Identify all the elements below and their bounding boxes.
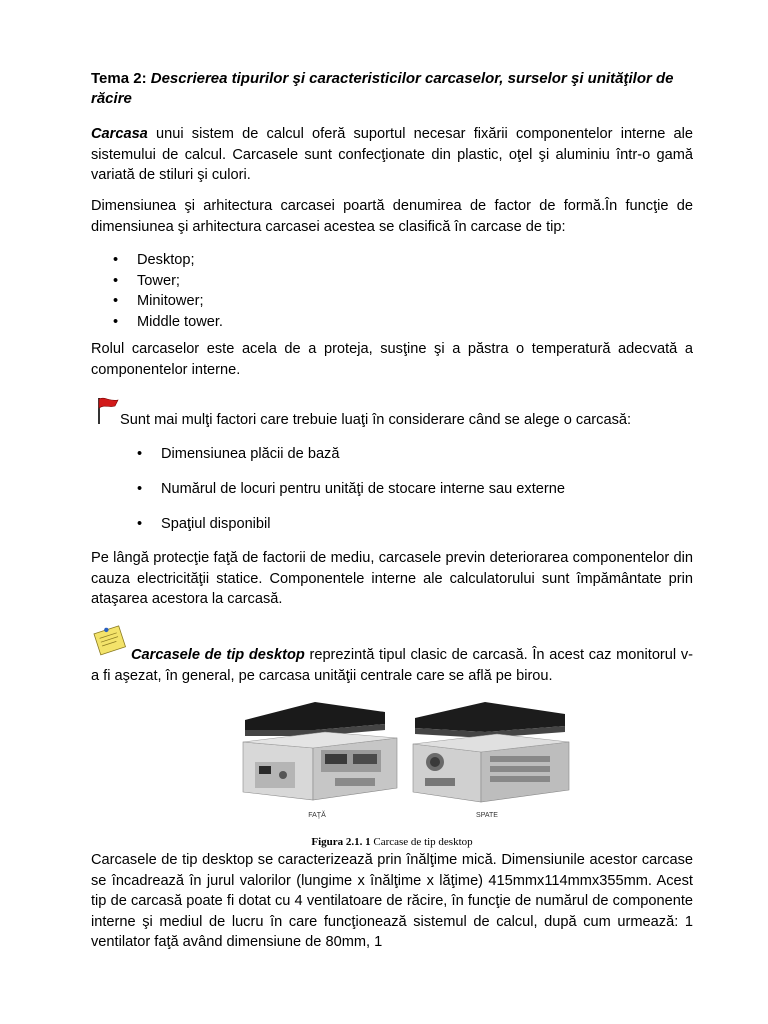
caption-text: Carcase de tip desktop: [370, 836, 473, 848]
intro-paragraph: [91, 124, 693, 186]
back-case-image: [413, 702, 569, 802]
list-item: • Numărul de locuri pentru unităţi de stocare interne sau externe: [91, 479, 565, 514]
desktop-details-paragraph: Carcasele de tip desktop se caracterizează prin înălţime mică. Dimensiunile acestor carcase se încadrează în jurul valorilor (lungime x înălţime x lăţime) 415mmx114mmx355mm. Acest tip de carcasă poate fi dotat cu 4 ventilatoare de răcire, în funcţie de numărul de componente interne şi mediul de lucru în care funcţionează sistemul de calcul, după cum urmează: 1 ventilator faţă având dimensiune de 80mm, 1: [91, 852, 693, 950]
front-case-image: [243, 702, 397, 800]
page-title: [91, 69, 693, 109]
protection-paragraph: Pe lângă protecţie faţă de factorii de mediu, carcasele previn deteriorarea componentelor din cauza electricităţii statice. Componentele interne ale calculatorului sunt împământate prin ataşarea acestora la carcasă.: [91, 550, 693, 607]
factors-list: [91, 444, 565, 549]
desktop-text: reprezintă tipul clasic de carcasă. În acest caz monitorul v-a fi aşezat, în general, pe carcasa unităţii centrale care se află pe birou.: [91, 647, 693, 684]
title-prefix: Tema 2:: [91, 70, 151, 87]
case-types-list: [91, 250, 223, 332]
figure-caption: [91, 836, 693, 848]
caption-number: Figura 2.1. 1: [311, 836, 371, 848]
factors-intro: Sunt mai mulţi factori care trebuie luaţi în considerare când se alege o carcasă:: [120, 412, 632, 428]
back-label: SPATE: [476, 812, 498, 819]
list-item: • Dimensiunea plăcii de bază: [91, 444, 565, 479]
desktop-term: Carcasele de tip desktop: [131, 647, 305, 663]
intro-term: Carcasa: [91, 126, 148, 142]
desktop-paragraph: [91, 645, 693, 686]
list-item: • Desktop;: [91, 250, 223, 271]
title-italic: Descrierea tipurilor şi caracteristicilor carcaselor, surselor şi unităţilor de răcire: [91, 70, 674, 107]
list-item: • Middle tower.: [91, 312, 223, 333]
desktop-cases-figure: [235, 700, 575, 820]
front-label: FAŢĂ: [308, 812, 326, 819]
form-factor-paragraph: Dimensiunea şi arhitectura carcasei poartă denumirea de factor de formă.În funcţie de dimensiunea şi arhitectura carcasei acestea se clasifică în carcase de tip:: [91, 198, 693, 235]
list-item: • Tower;: [91, 271, 223, 292]
role-paragraph: Rolul carcaselor este acela de a proteja, susţine şi a păstra o temperatură adecvată a componentelor interne.: [91, 341, 693, 378]
list-item: • Spaţiul disponibil: [91, 514, 565, 549]
red-flag-icon: [96, 396, 122, 426]
intro-text: unui sistem de calcul oferă suportul necesar fixării componentelor interne ale sistemului de calcul. Carcasele sunt confecţionate din plastic, oţel şi aluminiu într-o gamă variată de stiluri şi culori.: [91, 126, 693, 183]
list-item: • Minitower;: [91, 291, 223, 312]
